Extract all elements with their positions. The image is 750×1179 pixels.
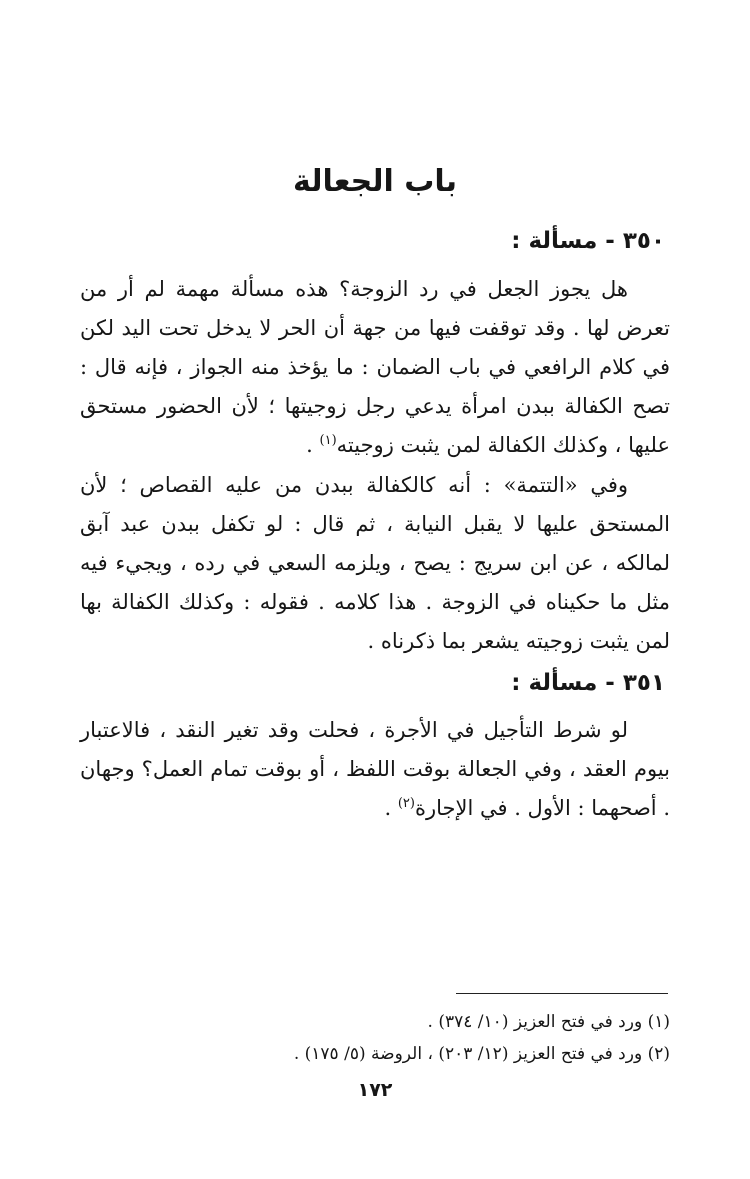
paragraph-tail: .: [384, 796, 398, 820]
issue-350-paragraph-2: وفي «التتمة» : أنه كالكفالة ببدن من عليه القصاص ؛ لأن المستحق عليها لا يقبل النيابة ، ثم قال : لو تكفل ببدن عبد آبق لمالكه ، عن ابن سريج : يصح ، ويلزمه السعي في رده ، ويجيء فيه مثل ما حكيناه في الزوجة . هذا كلامه . فقوله : وكذلك الكفالة بها لمن يثبت زوجيته يشعر بما ذكرناه .: [80, 473, 670, 653]
issue-heading-351: ٣٥١ - مسألة :: [511, 670, 665, 696]
paragraph-tail: .: [306, 433, 320, 457]
page-number: ١٧٢: [357, 1079, 393, 1101]
issue-heading-350: ٣٥٠ - مسألة :: [511, 228, 665, 254]
paragraph-text: لو شرط التأجيل في الأجرة ، فحلت وقد تغير النقد ، فالاعتبار بيوم العقد ، وفي الجعالة بوقت اللفظ ، أو بوقت تمام العمل؟ وجهان . أصحهما : الأول . في الإجارة: [80, 718, 670, 820]
paragraph-text: هل يجوز الجعل في رد الزوجة؟ هذه مسألة مهمة لم أر من تعرض لها . وقد توقفت فيها من جهة أن الحر لا يدخل تحت اليد لكن في كلام الرافعي في باب الضمان : ما يؤخذ منه الجواز ، فإنه قال : تصح الكفالة ببدن امرأة يدعي رجل زوجيتها ؛ لأن الحضور مستحق عليها ، وكذلك الكفالة لمن يثبت زوجيته: [80, 277, 670, 457]
footnote-1: (١) ورد في فتح العزيز (١٠/ ٣٧٤) .: [427, 1012, 670, 1032]
footnote-ref-1: (١): [319, 433, 337, 448]
issue-350-paragraph-1: [80, 270, 670, 465]
footnote-separator: [456, 993, 668, 994]
issue-351-paragraph-1: [80, 711, 670, 828]
chapter-title: باب الجعالة: [293, 164, 457, 199]
footnote-2: (٢) ورد في فتح العزيز (١٢/ ٢٠٣) ، الروضة (٥/ ١٧٥) .: [293, 1044, 670, 1064]
footnote-ref-2: (٢): [397, 796, 415, 811]
